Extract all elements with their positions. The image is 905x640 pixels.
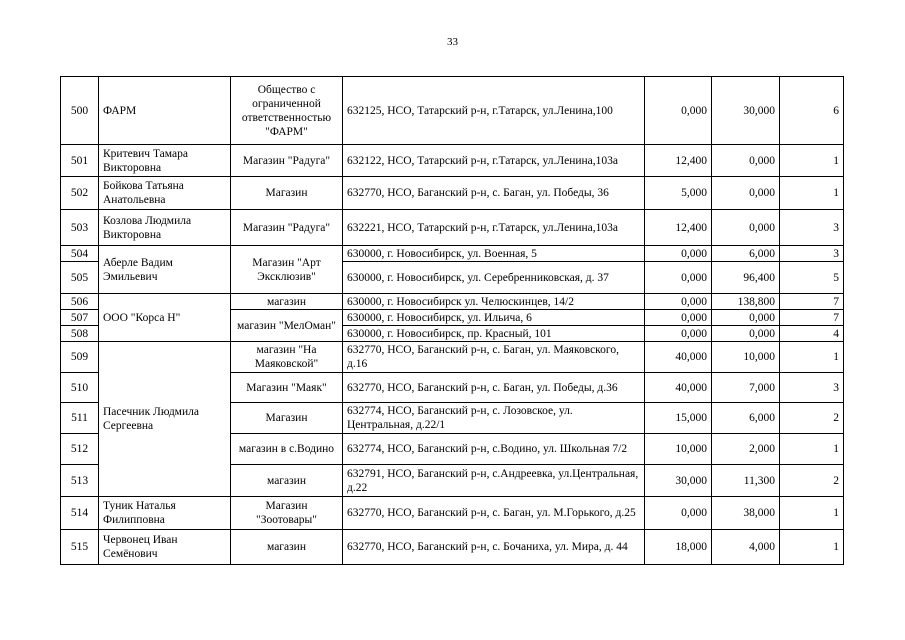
value-1: 12,400 (645, 210, 712, 246)
object-type: Общество с ограниченной ответственностью "ФАРМ" (231, 77, 343, 145)
value-3: 6 (780, 77, 844, 145)
value-1: 12,400 (645, 145, 712, 177)
registry-table (60, 76, 844, 565)
object-type: Магазин "Радуга" (231, 145, 343, 177)
value-2: 38,000 (712, 497, 780, 530)
value-3: 1 (780, 145, 844, 177)
value-1: 0,000 (645, 77, 712, 145)
table-row (61, 497, 844, 530)
table-row (61, 77, 844, 145)
row-number: 502 (61, 177, 99, 210)
row-number: 515 (61, 530, 99, 565)
value-2: 0,000 (712, 210, 780, 246)
table-row (61, 210, 844, 246)
value-2: 4,000 (712, 530, 780, 565)
value-1: 30,000 (645, 465, 712, 497)
row-number: 505 (61, 262, 99, 294)
address: 632770, НСО, Баганский р-н, с. Баган, ул. М.Горького, д.25 (343, 497, 645, 530)
value-3: 3 (780, 246, 844, 262)
value-1: 0,000 (645, 262, 712, 294)
owner-name: Бойкова Татьяна Анатольевна (99, 177, 231, 210)
owner-name: Аберле Вадим Эмильевич (99, 246, 231, 294)
object-type: Магазин (231, 177, 343, 210)
value-3: 1 (780, 497, 844, 530)
object-type: Магазин "Арт Эксклюзив" (231, 246, 343, 294)
row-number: 501 (61, 145, 99, 177)
value-3: 3 (780, 210, 844, 246)
address: 630000, г. Новосибирск, пр. Красный, 101 (343, 326, 645, 342)
row-number: 513 (61, 465, 99, 497)
address: 630000, г. Новосибирск ул. Челюскинцев, 14/2 (343, 294, 645, 310)
value-1: 40,000 (645, 373, 712, 403)
value-2: 11,300 (712, 465, 780, 497)
row-number: 507 (61, 310, 99, 326)
address: 630000, г. Новосибирск, ул. Ильича, 6 (343, 310, 645, 326)
object-type: Магазин (231, 403, 343, 434)
address: 632770, НСО, Баганский р-н, с. Бочаниха, ул. Мира, д. 44 (343, 530, 645, 565)
table-row (61, 294, 844, 310)
value-2: 2,000 (712, 434, 780, 465)
address: 632122, НСО, Татарский р-н, г.Татарск, ул.Ленина,103а (343, 145, 645, 177)
value-2: 0,000 (712, 177, 780, 210)
value-1: 40,000 (645, 342, 712, 373)
row-number: 508 (61, 326, 99, 342)
object-type: Магазин "Радуга" (231, 210, 343, 246)
owner-name: ООО "Корса Н" (99, 294, 231, 342)
row-number: 511 (61, 403, 99, 434)
object-type: магазин в с.Водино (231, 434, 343, 465)
object-type: магазин (231, 530, 343, 565)
value-2: 0,000 (712, 326, 780, 342)
address: 632770, НСО, Баганский р-н, с. Баган, ул. Победы, д.36 (343, 373, 645, 403)
value-3: 1 (780, 177, 844, 210)
value-3: 1 (780, 434, 844, 465)
table-row (61, 342, 844, 373)
value-1: 18,000 (645, 530, 712, 565)
value-2: 6,000 (712, 246, 780, 262)
table-row (61, 246, 844, 262)
object-type: Магазин "Маяк" (231, 373, 343, 403)
value-3: 1 (780, 342, 844, 373)
address: 632774, НСО, Баганский р-н, с. Лозовское, ул. Центральная, д.22/1 (343, 403, 645, 434)
owner-name: Критевич Тамара Викторовна (99, 145, 231, 177)
row-number: 500 (61, 77, 99, 145)
object-type: магазин (231, 294, 343, 310)
value-1: 0,000 (645, 497, 712, 530)
address: 632221, НСО, Татарский р-н, г.Татарск, ул.Ленина,103а (343, 210, 645, 246)
object-type: магазин "На Маяковской" (231, 342, 343, 373)
owner-name: ФАРМ (99, 77, 231, 145)
row-number: 510 (61, 373, 99, 403)
address: 632774, НСО, Баганский р-н, с.Водино, ул. Школьная 7/2 (343, 434, 645, 465)
value-3: 7 (780, 294, 844, 310)
value-1: 15,000 (645, 403, 712, 434)
row-number: 503 (61, 210, 99, 246)
address: 632125, НСО, Татарский р-н, г.Татарск, ул.Ленина,100 (343, 77, 645, 145)
value-3: 2 (780, 465, 844, 497)
value-2: 0,000 (712, 310, 780, 326)
object-type: магазин "МелОман" (231, 310, 343, 342)
value-1: 0,000 (645, 310, 712, 326)
value-2: 10,000 (712, 342, 780, 373)
value-1: 5,000 (645, 177, 712, 210)
address: 630000, г. Новосибирск, ул. Серебренниковская, д. 37 (343, 262, 645, 294)
value-3: 1 (780, 530, 844, 565)
address: 632791, НСО, Баганский р-н, с.Андреевка, ул.Центральная, д.22 (343, 465, 645, 497)
page-number: 33 (447, 36, 458, 48)
value-1: 0,000 (645, 294, 712, 310)
value-3: 4 (780, 326, 844, 342)
value-3: 7 (780, 310, 844, 326)
table-row (61, 177, 844, 210)
value-2: 138,800 (712, 294, 780, 310)
row-number: 504 (61, 246, 99, 262)
value-2: 0,000 (712, 145, 780, 177)
row-number: 506 (61, 294, 99, 310)
owner-name: Пасечник Людмила Сергеевна (99, 342, 231, 497)
object-type: магазин (231, 465, 343, 497)
table-row (61, 530, 844, 565)
address: 632770, НСО, Баганский р-н, с. Баган, ул. Победы, 36 (343, 177, 645, 210)
value-2: 7,000 (712, 373, 780, 403)
object-type: Магазин "Зоотовары" (231, 497, 343, 530)
owner-name: Червонец Иван Семёнович (99, 530, 231, 565)
owner-name: Козлова Людмила Викторовна (99, 210, 231, 246)
value-3: 5 (780, 262, 844, 294)
value-3: 3 (780, 373, 844, 403)
value-2: 6,000 (712, 403, 780, 434)
address: 632770, НСО, Баганский р-н, с. Баган, ул. Маяковского, д.16 (343, 342, 645, 373)
table-row (61, 145, 844, 177)
value-3: 2 (780, 403, 844, 434)
row-number: 512 (61, 434, 99, 465)
value-1: 0,000 (645, 326, 712, 342)
value-1: 0,000 (645, 246, 712, 262)
address: 630000, г. Новосибирск, ул. Военная, 5 (343, 246, 645, 262)
row-number: 509 (61, 342, 99, 373)
value-1: 10,000 (645, 434, 712, 465)
row-number: 514 (61, 497, 99, 530)
owner-name: Туник Наталья Филипповна (99, 497, 231, 530)
value-2: 96,400 (712, 262, 780, 294)
value-2: 30,000 (712, 77, 780, 145)
